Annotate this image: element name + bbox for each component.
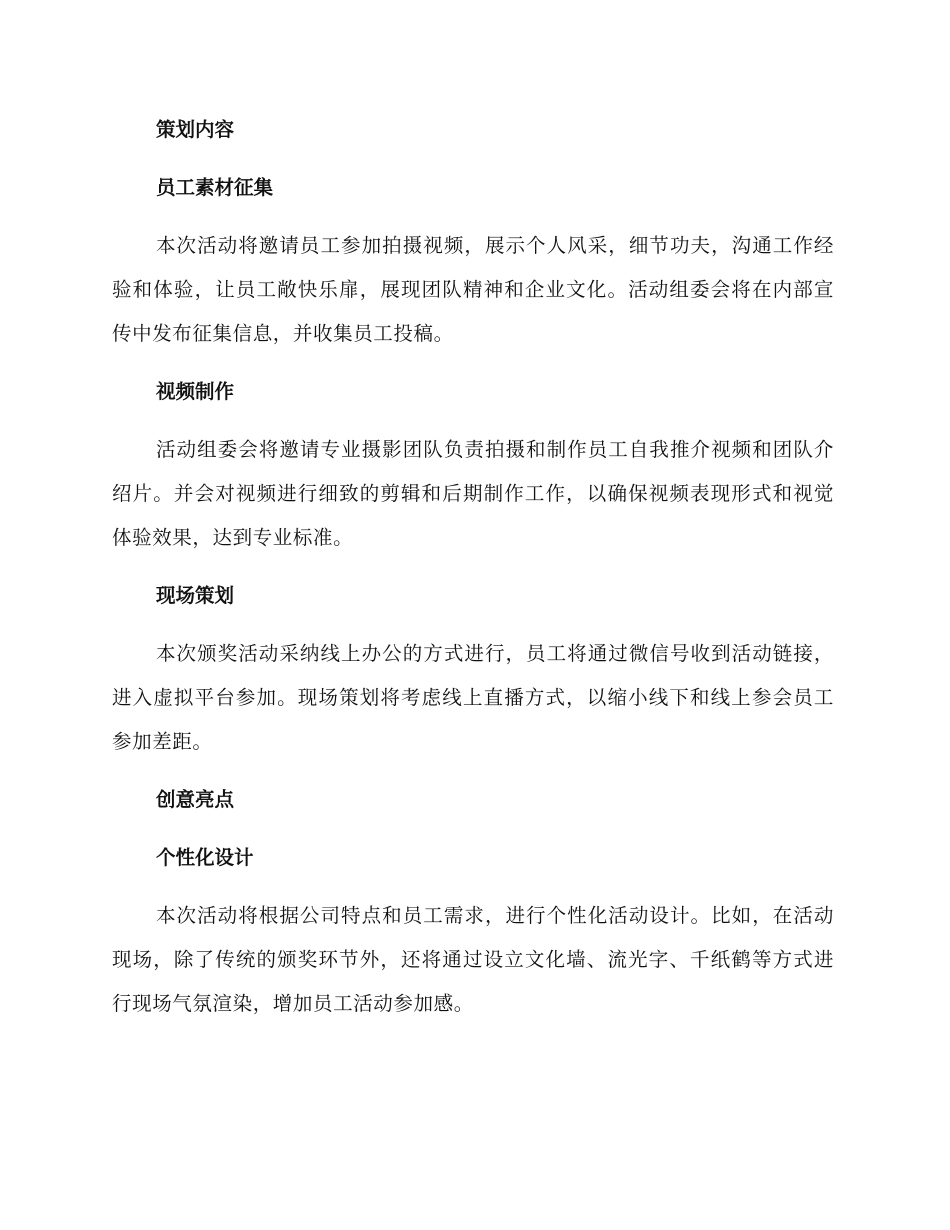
heading-video-production: 视频制作: [156, 380, 235, 403]
heading-employee-material-collection: 员工素材征集: [156, 176, 274, 199]
paragraph-onsite-planning: 本次颁奖活动采纳线上办公的方式进行，员工将通过微信号收到活动链接，进入虚拟平台参加。现场策划将考虑线上直播方式，以缩小线下和线上参会员工参加差距。: [112, 642, 834, 753]
heading-onsite-planning: 现场策划: [156, 584, 235, 607]
heading-personalized-design: 个性化设计: [156, 846, 254, 869]
paragraph-personalized-design: 本次活动将根据公司特点和员工需求，进行个性化活动设计。比如，在活动现场，除了传统的颁奖环节外，还将通过设立文化墙、流光字、千纸鹤等方式进行现场气氛渲染，增加员工活动参加感。: [112, 904, 834, 1015]
paragraph-video-production: 活动组委会将邀请专业摄影团队负责拍摄和制作员工自我推介视频和团队介绍片。并会对视频进行细致的剪辑和后期制作工作，以确保视频表现形式和视觉体验效果，达到专业标准。: [112, 438, 834, 549]
paragraph-material-collection: 本次活动将邀请员工参加拍摄视频，展示个人风采，细节功夫，沟通工作经验和体验，让员工敞快乐扉，展现团队精神和企业文化。活动组委会将在内部宣传中发布征集信息，并收集员工投稿。: [112, 234, 834, 345]
heading-planning-content: 策划内容: [156, 118, 235, 141]
document-body: [112, 108, 834, 1040]
heading-creative-highlights: 创意亮点: [156, 788, 235, 811]
